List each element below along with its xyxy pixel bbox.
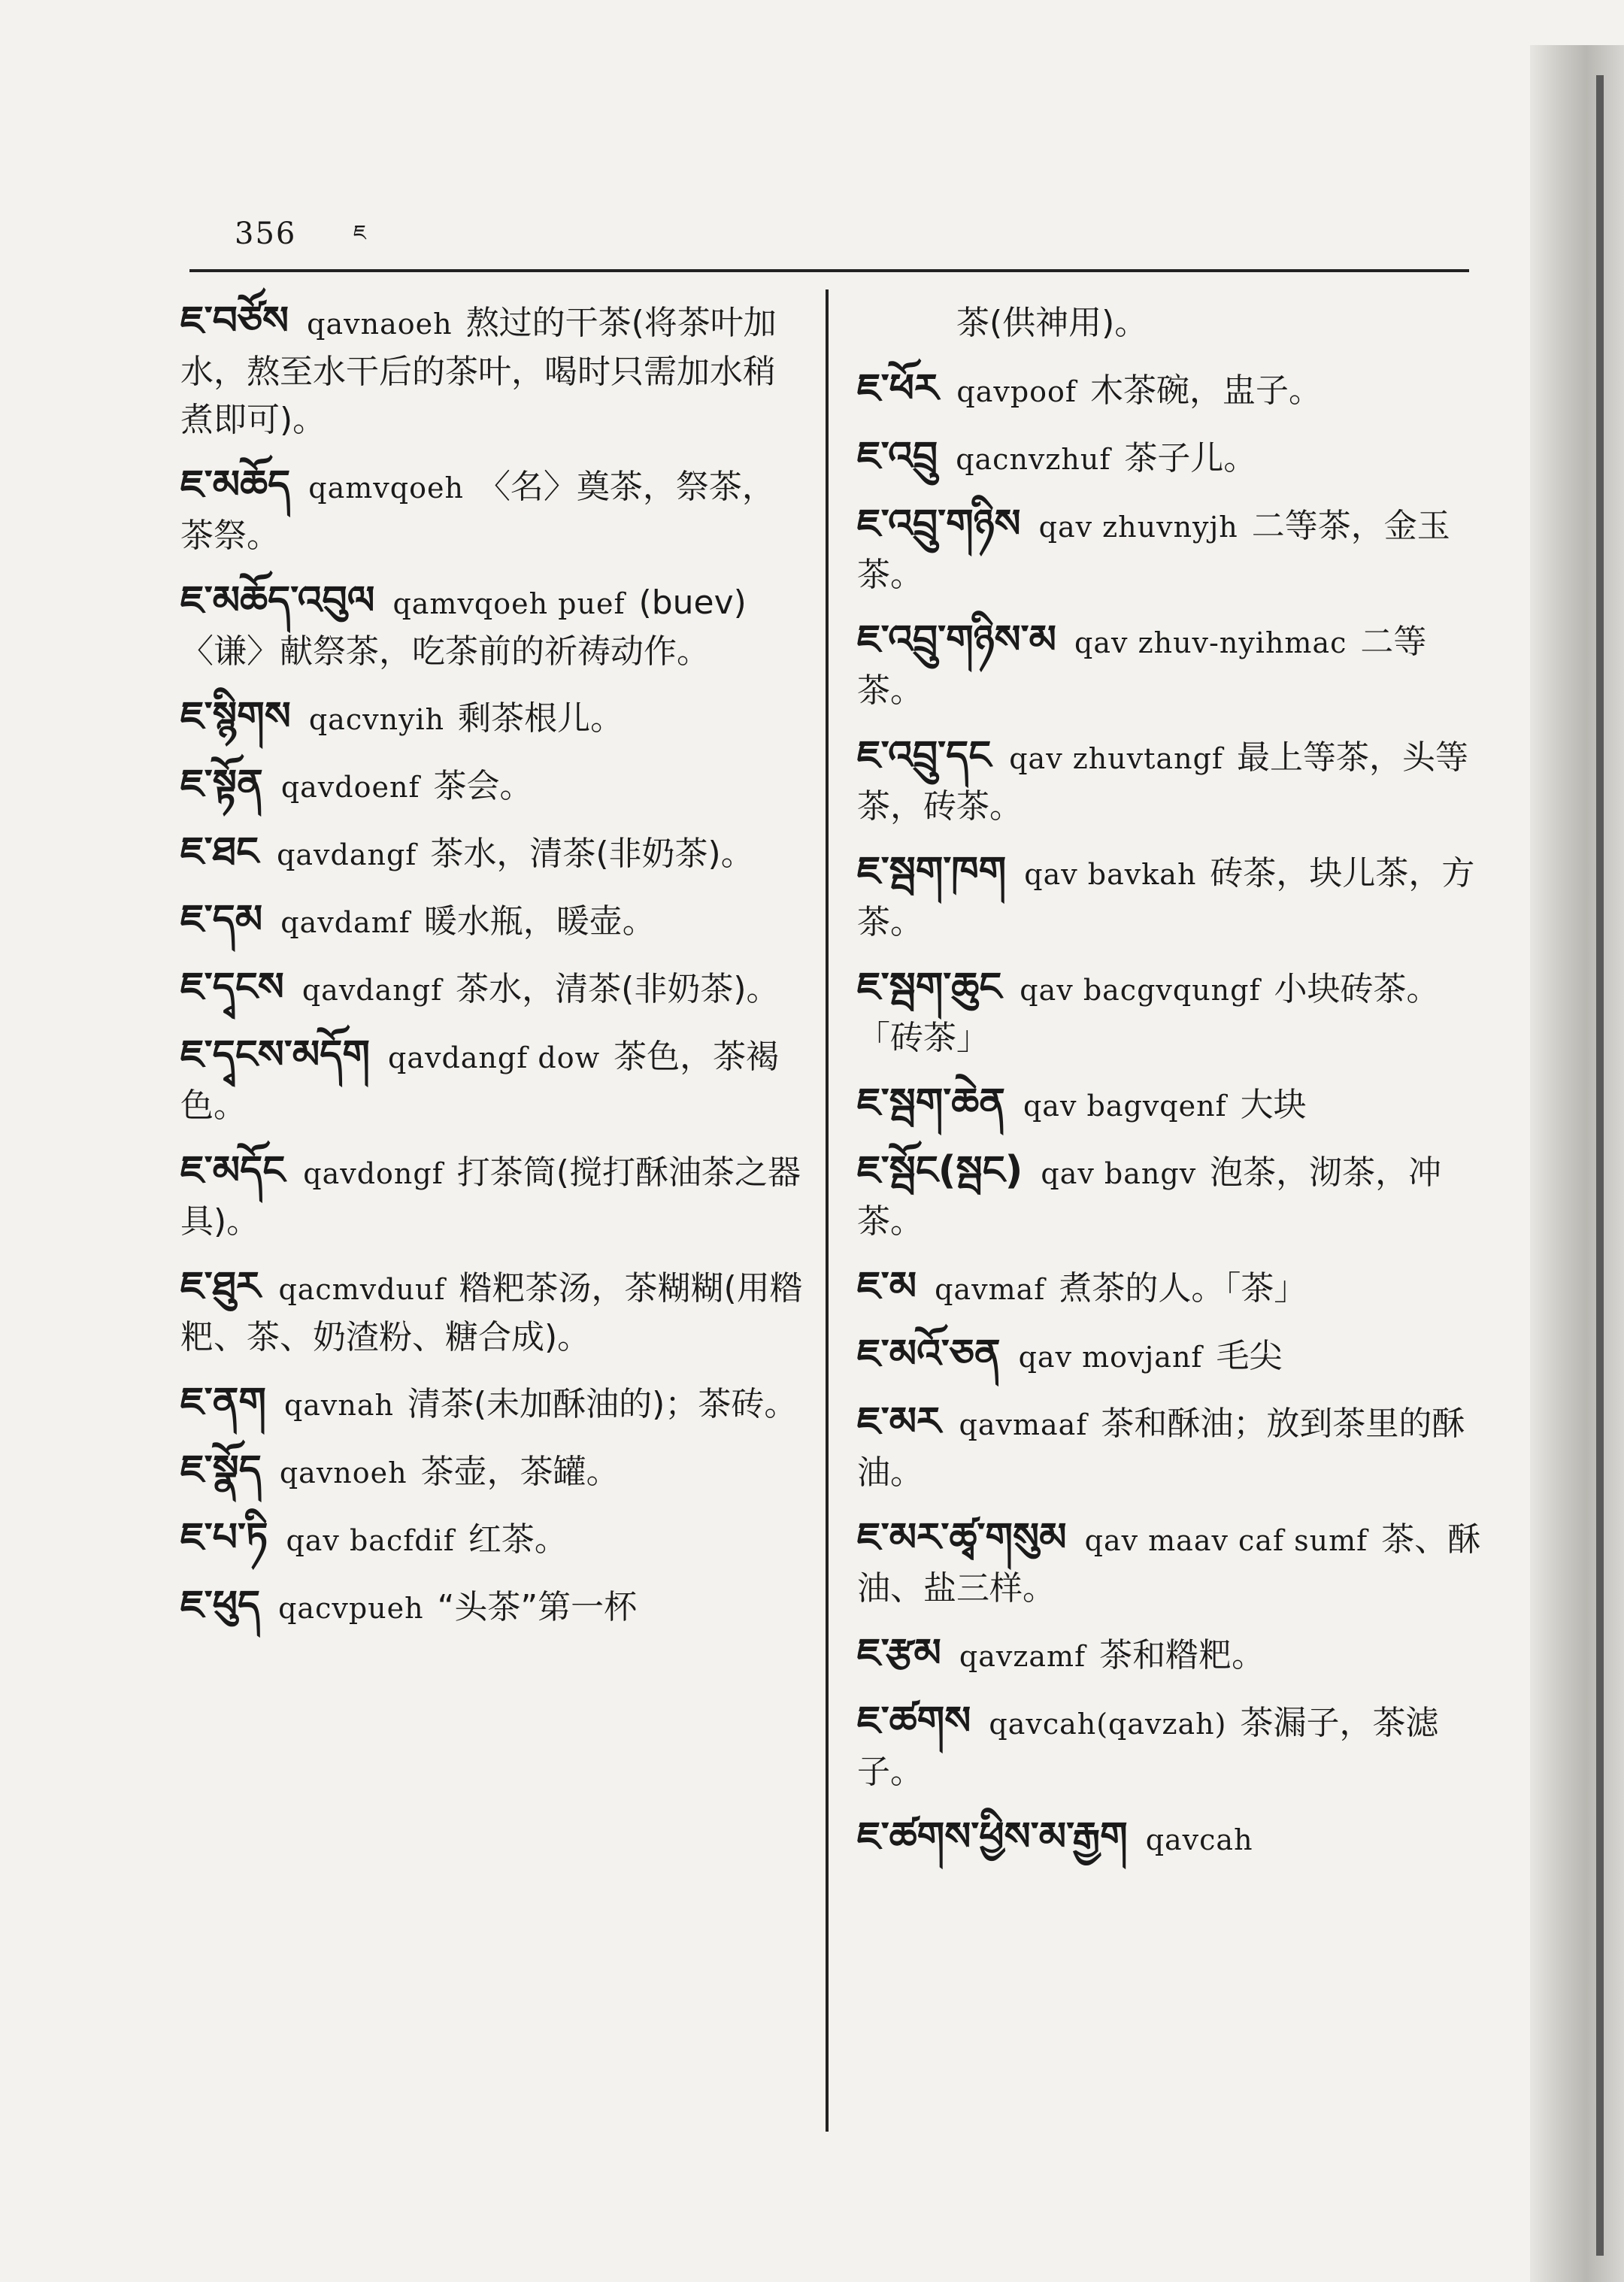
- entry-definition: 砖茶，块儿茶，方茶。: [857, 854, 1475, 941]
- entry-romanization: qav maav caf sumf: [1084, 1524, 1368, 1557]
- entry-definition: 小块砖茶。「砖茶」: [857, 970, 1440, 1057]
- entry-romanization: qavmaaf: [959, 1408, 1088, 1441]
- entry-definition: 糌粑茶汤，茶糊糊(用糌粑、茶、奶渣粉、糖合成)。: [180, 1269, 803, 1356]
- section-letter: ཇ: [353, 220, 367, 245]
- entry-definition: 茶和糌粑。: [1099, 1636, 1265, 1674]
- dictionary-entry: [857, 297, 1481, 348]
- entry-headword: ཇ་རྩམ: [857, 1631, 941, 1676]
- entry-definition: 泡茶，沏茶，冲茶。: [857, 1153, 1442, 1241]
- dictionary-entry: [857, 1697, 1481, 1796]
- entry-definition: 茶壶，茶罐。: [420, 1453, 620, 1491]
- dictionary-entry: [180, 1581, 804, 1632]
- entry-romanization: qavnoeh: [279, 1456, 408, 1490]
- entry-definition: 茶(供神用)。: [956, 304, 1148, 342]
- entry-definition: 茶和酥油；放到茶里的酥油。: [857, 1405, 1465, 1492]
- entry-headword: ཇ་མ: [857, 1264, 917, 1309]
- dictionary-entry: [857, 1813, 1481, 1864]
- entry-headword: ཇ་མཆོད་འབུལ: [180, 578, 375, 623]
- entry-romanization: qavdongf: [303, 1157, 444, 1190]
- dictionary-entry: [180, 692, 804, 744]
- header-rule: [189, 269, 1469, 272]
- entry-headword: ཇ་འབྲུ་གཉིས་མ: [857, 617, 1057, 662]
- entry-definition: 二等茶。: [857, 623, 1427, 710]
- entry-headword: ཇ་འབྲུ: [857, 434, 938, 479]
- dictionary-entry: [857, 963, 1481, 1062]
- dictionary-entry: [180, 461, 804, 560]
- entry-headword: ཇ་མར: [857, 1399, 941, 1444]
- entry-definition: 熬过的干茶(将茶叶加水，熬至水干后的茶叶，喝时只需加水稍煮即可)。: [180, 304, 777, 439]
- entry-headword: ཇ་འབྲུ་དང: [857, 733, 992, 778]
- dictionary-entry: [857, 1330, 1481, 1381]
- entry-romanization: qavcah(qavzah): [989, 1708, 1227, 1741]
- entry-headword: ཇ་དམ: [180, 897, 263, 942]
- dictionary-entry: [180, 760, 804, 811]
- entry-romanization: qamvqoeh: [308, 471, 464, 505]
- entry-headword: ཇ་སྦག་ཁག: [857, 849, 1007, 894]
- dictionary-entry: [180, 896, 804, 947]
- dictionary-entry: [857, 1262, 1481, 1314]
- dictionary-entry: [180, 1514, 804, 1565]
- dictionary-entry: [857, 1079, 1481, 1130]
- entry-romanization: qacnvzhuf: [956, 443, 1111, 476]
- dictionary-entry: [857, 500, 1481, 599]
- entry-definition: 大块: [1240, 1086, 1307, 1124]
- entry-headword: ཇ་ཕུད: [180, 1583, 261, 1628]
- entry-romanization: qavnah: [283, 1389, 394, 1422]
- entry-romanization: qav bacfdif: [286, 1524, 455, 1557]
- dictionary-entry: [857, 1629, 1481, 1680]
- entry-headword: ཇ་སྙིགས: [180, 694, 291, 739]
- dictionary-entry: [180, 963, 804, 1014]
- entry-romanization: qavzamf: [959, 1640, 1086, 1673]
- entry-definition: 茶色，茶褐色。: [180, 1038, 780, 1125]
- dictionary-entry: [180, 1147, 804, 1246]
- entry-headword: ཇ་མཆོད: [180, 462, 291, 508]
- entry-headword: ཇ་སྣོད: [180, 1447, 262, 1493]
- entry-romanization: qav bavkah: [1024, 858, 1197, 891]
- entry-romanization: qavdangf: [277, 838, 417, 871]
- entry-romanization: qavdamf: [280, 906, 411, 939]
- entry-definition: 茶、酥油、盐三样。: [857, 1520, 1481, 1608]
- entry-definition: 清茶(未加酥油的)；茶砖。: [408, 1385, 798, 1423]
- entry-headword: ཇ་ནག: [180, 1380, 266, 1425]
- entry-definition: “头茶”第一杯: [437, 1588, 638, 1626]
- entry-definition: 红茶。: [468, 1520, 568, 1559]
- entry-headword: ཇ་མདོང: [180, 1148, 286, 1193]
- entry-definition: 打茶筒(搅打酥油茶之器具)。: [180, 1153, 801, 1241]
- entry-headword: ཇ་ཐུར: [180, 1264, 261, 1309]
- entry-romanization: qav zhuvtangf: [1009, 742, 1223, 775]
- entry-romanization: qacvnyih: [308, 703, 445, 736]
- entry-definition: 最上等茶，头等茶，砖茶。: [857, 738, 1468, 826]
- entry-romanization: qavdangf: [301, 974, 443, 1007]
- entry-headword: ཇ་སྦོང(སྦང): [857, 1148, 1023, 1193]
- entry-headword: ཇ་པ་ཏི: [180, 1515, 268, 1560]
- entry-headword: ཇ་སྦག་ཆུང: [857, 965, 1002, 1010]
- entry-romanization: qav bacgvqungf: [1020, 974, 1261, 1007]
- dictionary-entry: [857, 365, 1481, 416]
- entry-romanization: qamvqoeh puef: [392, 587, 626, 620]
- dictionary-entry: [857, 1147, 1481, 1246]
- dictionary-entry: [857, 732, 1481, 831]
- dictionary-entry: [180, 828, 804, 879]
- entry-headword: ཇ་དྭངས: [180, 965, 284, 1010]
- entry-headword: ཇ་མའོ་ཅན: [857, 1332, 1001, 1377]
- entry-definition: (buev)〈谦〉献祭茶，吃茶前的祈祷动作。: [180, 583, 747, 671]
- entry-headword: ཇ་ཚགས་ཕྱིས་མ་རྒྱག: [857, 1814, 1128, 1859]
- entry-headword: ཇ་བཙོས: [180, 299, 289, 344]
- entry-definition: 茶会。: [433, 767, 533, 805]
- page-number: 356: [235, 217, 297, 251]
- entry-romanization: qav movjanf: [1018, 1341, 1203, 1374]
- dictionary-entry: [180, 297, 804, 444]
- entry-romanization: qacmvduuf: [278, 1273, 446, 1306]
- dictionary-entry: [180, 577, 804, 676]
- entry-romanization: qav bangv: [1041, 1157, 1197, 1190]
- dictionary-entry: [180, 1031, 804, 1130]
- entry-definition: 茶漏子，茶滤子。: [857, 1704, 1439, 1791]
- entry-headword: ཇ་སྟོན: [180, 762, 263, 807]
- dictionary-entry: [857, 1514, 1481, 1613]
- right-column: [857, 297, 1481, 1880]
- entry-definition: 〈名〉奠茶，祭茶，茶祭。: [180, 468, 775, 555]
- left-column: [180, 297, 804, 1649]
- page-edge: [1530, 45, 1624, 2282]
- entry-definition: 茶水，清茶(非奶茶)。: [456, 970, 780, 1008]
- entry-romanization: qav zhuvnyjh: [1038, 511, 1238, 544]
- entry-definition: 茶子儿。: [1124, 439, 1257, 477]
- dictionary-entry: [180, 1378, 804, 1429]
- entry-romanization: qavdoenf: [280, 771, 420, 804]
- entry-romanization: qavdangf dow: [388, 1041, 601, 1074]
- entry-romanization: qavcah: [1145, 1823, 1253, 1856]
- entry-definition: 二等茶，金玉茶。: [857, 507, 1450, 594]
- entry-romanization: qav bagvqenf: [1023, 1089, 1227, 1123]
- entry-definition: 茶水，清茶(非奶茶)。: [430, 835, 754, 873]
- entry-headword: ཇ་དྭངས་མདོག: [180, 1032, 370, 1077]
- entry-romanization: qavmaf: [935, 1273, 1046, 1306]
- entry-romanization: qavnaoeh: [307, 308, 453, 341]
- entry-definition: 煮茶的人。「茶」: [1059, 1269, 1307, 1308]
- entry-romanization: qav zhuv-nyihmac: [1074, 626, 1347, 659]
- column-divider: [826, 289, 829, 2132]
- entry-romanization: qacvpueh: [278, 1592, 424, 1625]
- entry-definition: 毛尖: [1216, 1337, 1283, 1375]
- dictionary-entry: [857, 616, 1481, 715]
- dictionary-entry: [857, 847, 1481, 947]
- entry-headword: ཇ་སྦག་ཆེན: [857, 1080, 1005, 1126]
- entry-headword: ཇ་མར་ཚྭ་གསུམ: [857, 1515, 1067, 1560]
- entry-headword: ཇ་འབྲུ་གཉིས: [857, 502, 1021, 547]
- dictionary-entry: [180, 1262, 804, 1362]
- entry-definition: 剩茶根儿。: [458, 699, 624, 738]
- entry-headword: ཇ་ཐང: [180, 829, 259, 874]
- entry-headword: ཇ་ཕོར: [857, 366, 939, 411]
- entry-romanization: qavpoof: [956, 375, 1077, 408]
- dictionary-entry: [180, 1446, 804, 1497]
- dictionary-entry: [857, 432, 1481, 483]
- entry-definition: 木茶碗，盅子。: [1089, 371, 1322, 410]
- entry-headword: ཇ་ཚགས: [857, 1699, 971, 1744]
- dictionary-entry: [857, 1398, 1481, 1497]
- entry-definition: 暖水瓶，暖壶。: [423, 902, 656, 941]
